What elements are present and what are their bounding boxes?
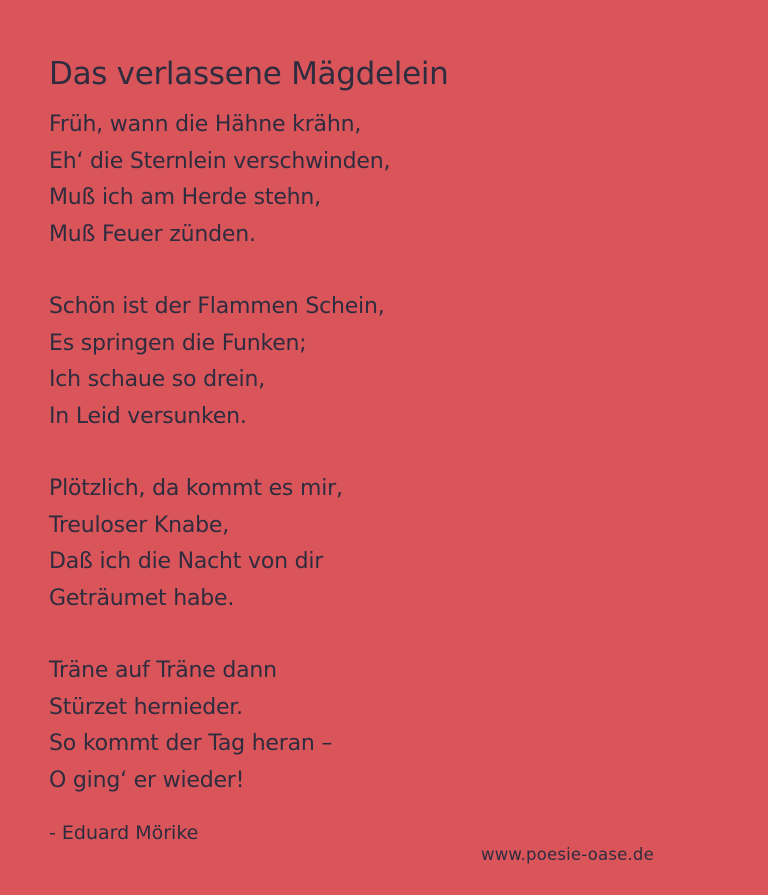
poem-line: O ging‘ er wieder! [49, 767, 245, 793]
stanza-4 [49, 653, 729, 799]
poem-body [49, 107, 729, 835]
poem-line: Stürzet hernieder. [49, 694, 243, 720]
poem-line: Muß ich am Herde stehn, [49, 185, 321, 210]
website-credit: www.poesie-oase.de [481, 845, 654, 864]
poem-line: So kommt der Tag heran – [49, 731, 333, 756]
poem-line: Treuloser Knabe, [49, 512, 229, 538]
poem-title: Das verlassene Mägdelein [49, 56, 449, 92]
stanza-2 [49, 289, 729, 435]
poem-line: Geträumet habe. [49, 585, 235, 611]
poem-line: Schön ist der Flammen Schein, [49, 294, 385, 319]
poem-line: Eh‘ die Sternlein verschwinden, [49, 148, 391, 174]
poem-line: Ich schaue so drein, [49, 367, 266, 392]
stanza-3 [49, 471, 729, 617]
poem-author: - Eduard Mörike [49, 822, 199, 844]
poem-line: Früh, wann die Hähne krähn, [49, 112, 362, 137]
poem-line: Muß Feuer zünden. [49, 221, 256, 247]
poem-line: Träne auf Träne dann [49, 658, 277, 683]
stanza-1 [49, 107, 729, 253]
poem-line: Es springen die Funken; [49, 330, 307, 356]
poem-line: Daß ich die Nacht von dir [49, 549, 324, 574]
poem-line: In Leid versunken. [49, 403, 247, 429]
poem-line: Plötzlich, da kommt es mir, [49, 476, 343, 501]
